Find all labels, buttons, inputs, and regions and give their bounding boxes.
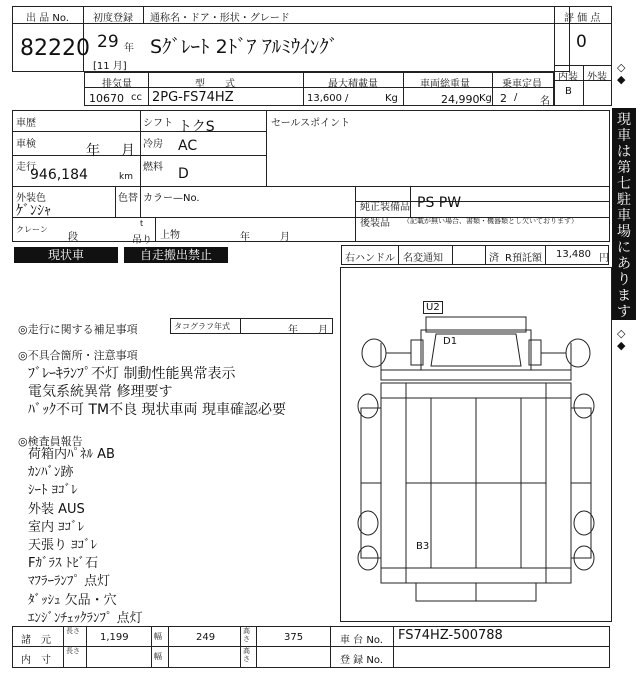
mileage-unit: km xyxy=(119,172,133,182)
inspection-month-unit: 月 xyxy=(121,143,135,159)
reg-label: 登 録 No. xyxy=(340,655,383,666)
gross: 24,990 xyxy=(441,93,480,106)
defect-line-1: ﾌﾞﾚｰｷﾗﾝﾌﾟ不灯 制動性能異常表示 xyxy=(28,366,236,382)
inspector-line: ﾏﾌﾗｰﾗﾝﾌﾟ 点灯 xyxy=(28,574,111,590)
crane-label: クレーン xyxy=(16,225,48,234)
upper-month-unit: 月 xyxy=(280,232,290,243)
score-value: 0 xyxy=(576,32,587,52)
displacement-label: 排気量 xyxy=(102,79,132,90)
inspector-list xyxy=(28,446,143,628)
cooling-value: AC xyxy=(178,138,198,154)
recycle-unit: 円 xyxy=(599,253,609,264)
inspector-line: 荷箱内ﾊﾟﾈﾙ AB xyxy=(28,447,115,462)
displacement: 10670 xyxy=(89,92,124,105)
interior-label: 内装 xyxy=(558,72,578,83)
height-value: 375 xyxy=(284,632,304,643)
mileage-label: 走行 xyxy=(16,162,36,173)
sales-point-label: セールスポイント xyxy=(271,118,351,129)
length-label-bottom: 長さ xyxy=(66,647,80,655)
length-value: 1,199 xyxy=(100,632,129,643)
chassis-value: FS74HZ-500788 xyxy=(398,628,503,643)
banner-mark-top: ◇◆ xyxy=(617,61,626,86)
recycle-prefix: 済 xyxy=(489,253,499,264)
color-label: 外装色 xyxy=(16,193,46,204)
inspector-line: ｼｰﾄ ﾖｺﾞﾚ xyxy=(28,483,78,499)
inspector-line: Fｶﾞﾗｽ ﾄﾋﾞ石 xyxy=(28,556,99,572)
genuine-value: PS PW xyxy=(417,195,462,211)
load-label: 最大積載量 xyxy=(328,79,378,90)
tachograph-label: タコグラフ年式 xyxy=(174,322,230,331)
dimensions-label: 諸 元 xyxy=(21,635,51,646)
inspector-title: ◎検査員報告 xyxy=(18,435,83,448)
width-label-top: 幅 xyxy=(154,632,162,641)
tachograph-year-unit: 年 xyxy=(288,325,298,336)
height-label-top: 高さ xyxy=(243,627,250,643)
damage-diagram xyxy=(340,267,612,622)
side-banner xyxy=(612,62,638,362)
current-vehicle-badge: 現状車 xyxy=(14,247,118,263)
exterior-label: 外装 xyxy=(587,72,607,83)
inspector-line: 外装 AUS xyxy=(28,501,85,517)
crane-hang: 吊り xyxy=(132,235,152,246)
width-value: 249 xyxy=(196,632,216,643)
gross-unit: Kg xyxy=(479,93,492,104)
driving-title: ◎走行に関する補足事項 xyxy=(18,323,138,336)
chassis-label: 車 台 No. xyxy=(340,635,383,646)
genuine-label: 純正装備品 xyxy=(360,202,410,213)
upper-year-unit: 年 xyxy=(240,232,250,243)
banner-text: 現車は第七駐車場にあります xyxy=(612,108,636,320)
first-reg-year: 29 xyxy=(97,32,119,52)
inspector-line: 天張り ﾖｺﾞﾚ xyxy=(28,538,98,554)
aftermarket-note: （記載が無い場合、書類・機器類とし欠いております） xyxy=(403,217,578,225)
mark-d1: D1 xyxy=(443,336,458,347)
mark-b3: B3 xyxy=(416,541,430,552)
crane-stage: 段 xyxy=(68,232,78,243)
shift-label: シフト xyxy=(143,118,173,129)
lot-label: 出 品 No. xyxy=(26,13,69,24)
banner-mark-bottom: ◇◆ xyxy=(617,327,626,352)
load: 13,600 xyxy=(307,93,342,104)
load-unit: Kg xyxy=(385,93,398,104)
inspection-label: 車検 xyxy=(16,139,36,150)
gross-label: 車両総重量 xyxy=(420,79,470,90)
lot-number: 82220 xyxy=(20,36,90,61)
handle-value: 右ハンドル xyxy=(345,253,395,264)
vehicle-name-label: 通称名・ドア・形状・グレード xyxy=(150,13,290,24)
mark-u2: U2 xyxy=(423,301,443,314)
inner-label: 内 寸 xyxy=(21,655,51,666)
first-reg-month: [11 月] xyxy=(93,61,127,72)
shift-value: トクS xyxy=(178,119,215,135)
color-change-label: 色替 xyxy=(118,193,138,204)
crane-ton: t xyxy=(140,219,144,228)
score-label: 評 価 点 xyxy=(564,13,601,24)
color-no-label: カラー—No. xyxy=(143,193,200,204)
year-unit: 年 xyxy=(124,43,134,54)
model: 2PG-FS74HZ xyxy=(152,90,234,105)
length-label-top: 長さ xyxy=(66,627,80,635)
inspector-line: ｶﾝﾊﾞﾝ跡 xyxy=(28,465,74,481)
width-label-bottom: 幅 xyxy=(154,652,162,661)
interior-grade: B xyxy=(565,86,572,97)
color-value: ｹﾞﾝｼｬ xyxy=(16,203,51,219)
height-label-bottom: 高さ xyxy=(243,647,250,663)
vehicle-name: Sｸﾞﾚｰﾄ 2ﾄﾞｱ ｱﾙﾐｳｲﾝｸﾞ xyxy=(150,36,339,58)
truck-outline xyxy=(341,268,611,621)
defects-title: ◎不具合箇所・注意事項 xyxy=(18,349,138,362)
tachograph-month-unit: 月 xyxy=(318,325,328,336)
displacement-unit: cc xyxy=(131,92,142,103)
capacity-unit: 名 xyxy=(540,96,550,107)
defect-line-2: 電気系統異常 修理要す xyxy=(28,384,173,400)
mileage-value: 946,184 xyxy=(30,167,88,183)
inspector-line: 室内 ﾖｺﾞﾚ xyxy=(28,519,85,535)
no-self-drive-badge: 自走搬出禁止 xyxy=(124,247,228,263)
cooling-label: 冷房 xyxy=(143,139,163,150)
first-reg-label: 初度登録 xyxy=(93,13,133,24)
history-label: 車歴 xyxy=(16,118,36,129)
capacity-label: 乗車定員 xyxy=(502,79,542,90)
aftermarket-label: 後装品 xyxy=(360,218,390,229)
fuel-value: D xyxy=(178,166,189,182)
recycle-label: R預託額 xyxy=(505,253,542,264)
inspector-line: ｴﾝｼﾞﾝﾁｪｯｸﾗﾝﾌﾟ 点灯 xyxy=(28,610,143,626)
name-change-label: 名変通知 xyxy=(403,253,443,264)
capacity: 2 xyxy=(500,92,507,105)
upper-label: 上物 xyxy=(160,230,180,241)
model-label: 型 式 xyxy=(195,79,235,90)
defect-line-3: ﾊﾞｯｸ不可 TM不良 現状車両 現車確認必要 xyxy=(28,402,286,418)
inspector-line: ﾀﾞｯｼｭ 欠品・穴 xyxy=(28,592,117,608)
recycle-amount: 13,480 xyxy=(556,249,591,260)
inspection-year-unit: 年 xyxy=(86,143,100,159)
fuel-label: 燃料 xyxy=(143,162,163,173)
